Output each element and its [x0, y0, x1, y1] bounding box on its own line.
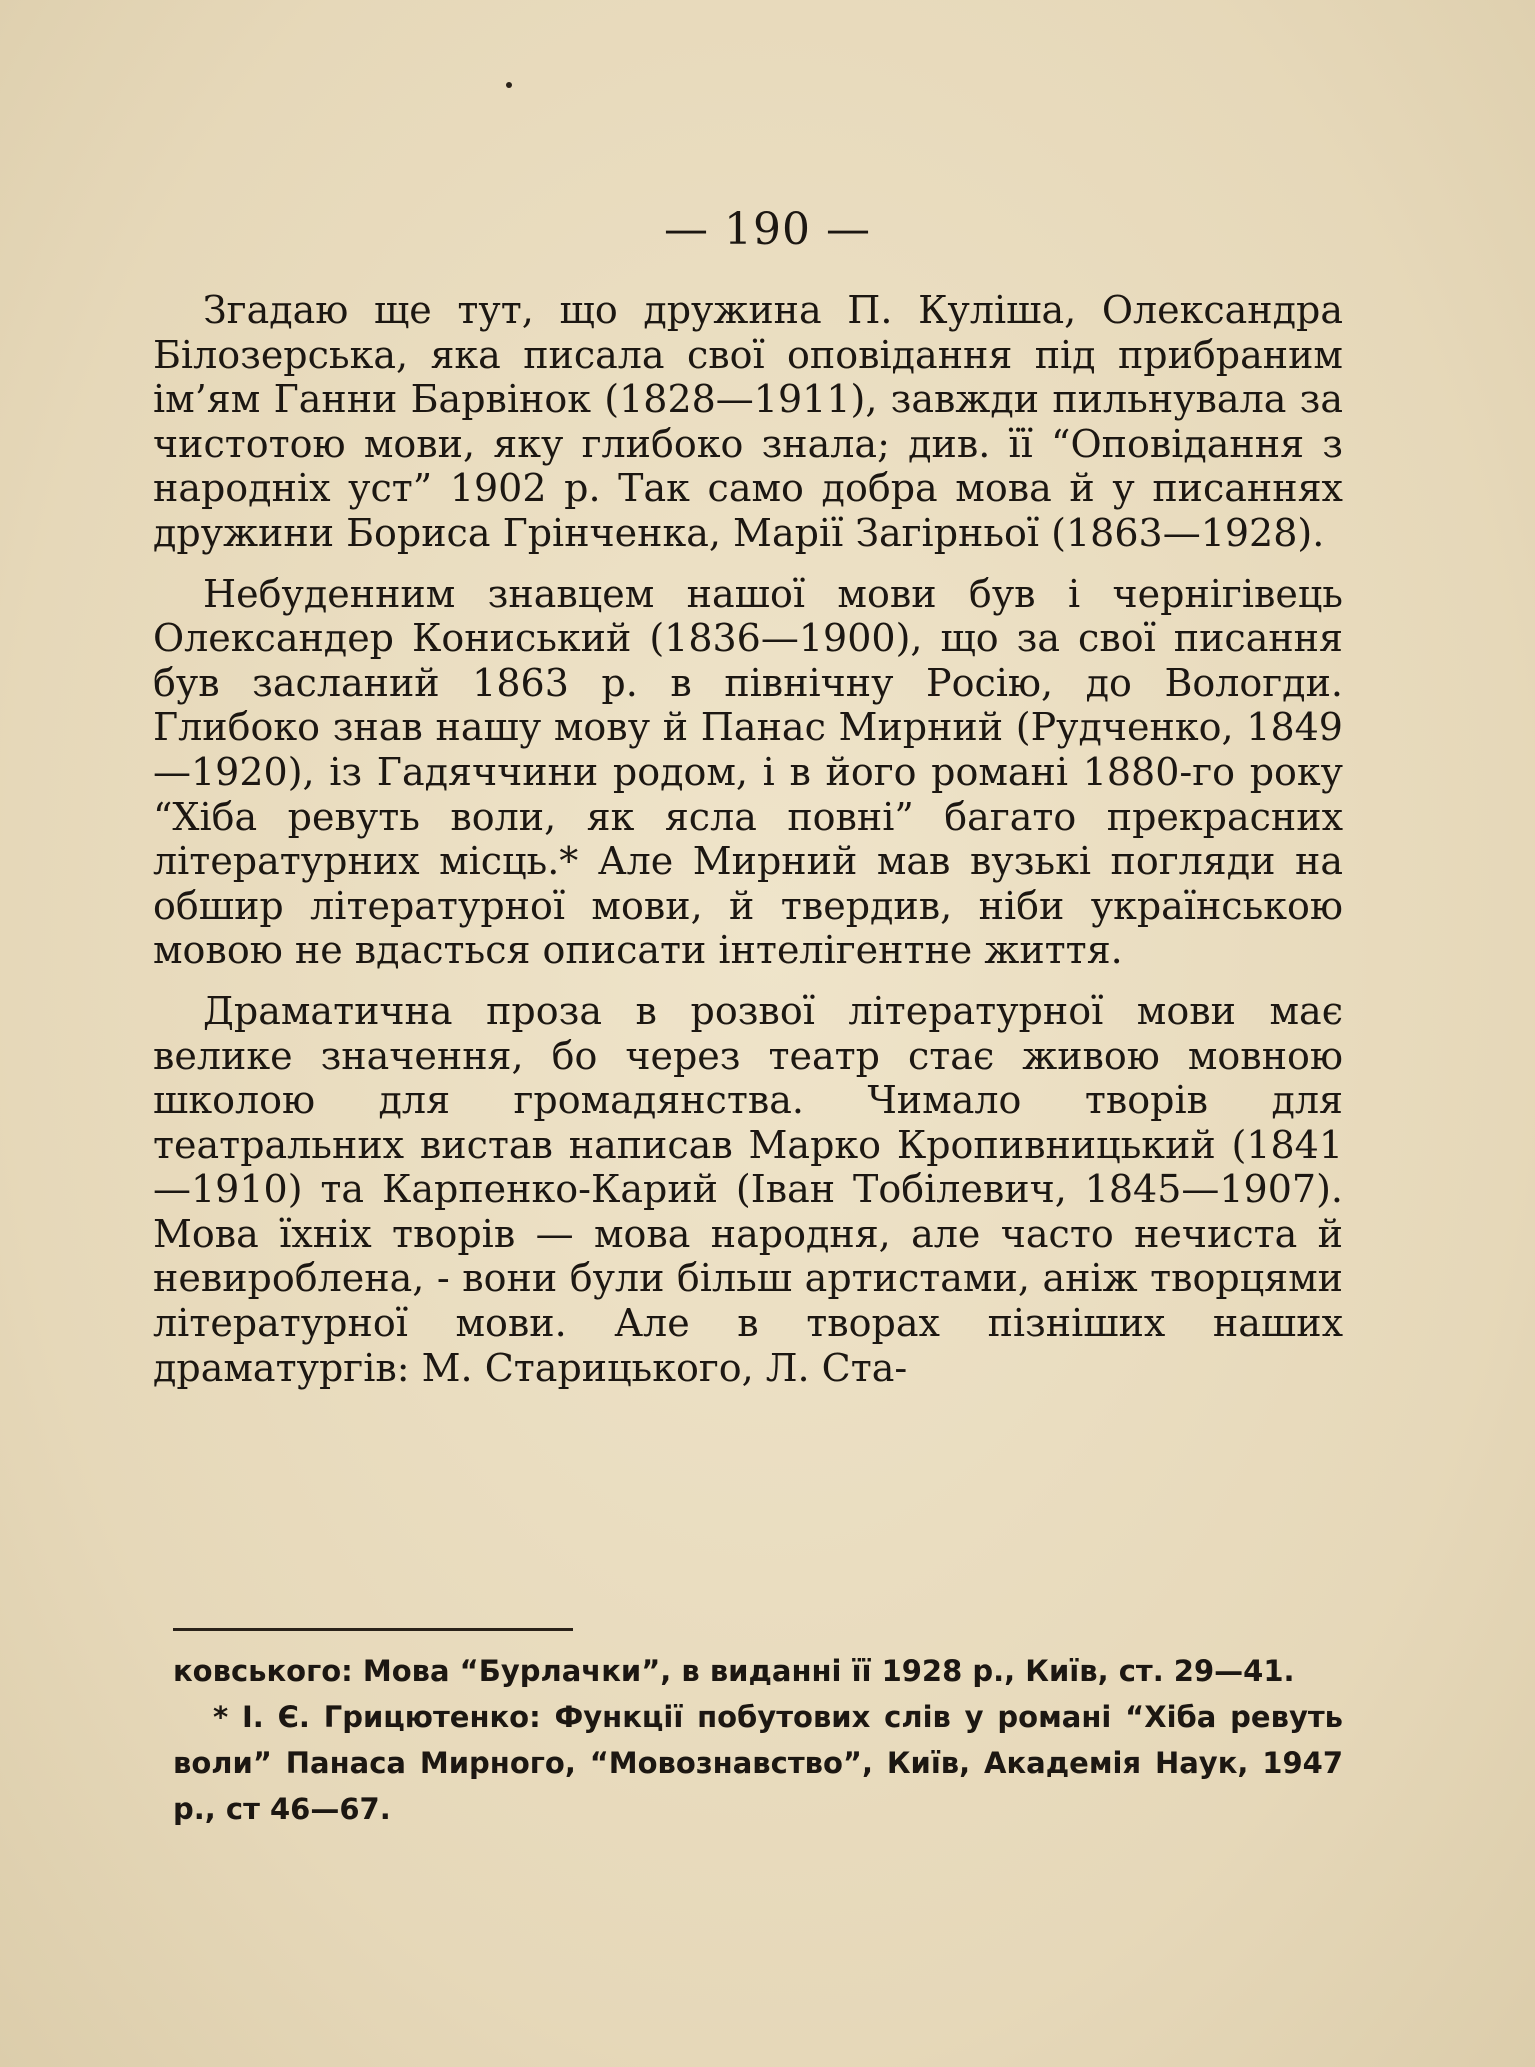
footnotes — [173, 1648, 1343, 1832]
page-number: — 190 — — [664, 204, 871, 255]
main-text — [153, 288, 1343, 1406]
paragraph-konysky: Небуденним знавцем нашої мови був і чернігівець Олександер Кониський (1836—1900), що за свої писання був засланий 1863 р. в північну Росію, до Вологди. Глибоко знав нашу мову й Панас Мирний (Рудченко, 1849—1920), із Гадяччини родом, і в його романі 1880-го року “Хіба ревуть воли, як ясла повні” багато прекрасних літературних місць.* Але Мирний мав вузькі погляди на обшир літературної мови, й твердив, ніби українською мовою не вдасться описати інтелігентне життя. — [153, 571, 1343, 973]
footnote-continued: ковського: Мова “Бурлачки”, в виданні її 1928 р., Київ, ст. 29—41. — [173, 1654, 1295, 1688]
ink-dot — [506, 82, 512, 88]
footnote-hrytsiutenko: * І. Є. Грицютенко: Функції побутових слів у романі “Хіба ревуть воли” Панаса Мирного, “Мовознавство”, Київ, Академія Наук, 1947 р., ст 46—67. — [173, 1700, 1343, 1826]
paragraph-drama: Драматична проза в розвої літературної мови має велике значення, бо через театр стає живою мовною школою для громадянства. Чимало творів для театральних вистав написав Марко Кропивницький (1841—1910) та Карпенко-Карий (Іван Тобілевич, 1845—1907). Мова їхніх творів — мова народня, але часто нечиста й невироблена, - вони були більш артистами, аніж творцями літературної мови. Але в творах пізніших наших драматургів: М. Старицького, Л. Ста- — [153, 988, 1343, 1390]
paragraph-kulish: Згадаю ще тут, що дружина П. Куліша, Олександра Білозерська, яка писала свої оповідання під прибраним ім’ям Ганни Барвінок (1828—1911), завжди пильнувала за чистотою мови, яку глибоко знала; див. її “Оповідання з народніх уст” 1902 р. Так само добра мова й у писаннях дружини Бориса Грінченка, Марії Загірньої (1863—1928). — [153, 288, 1343, 555]
footnote-divider — [173, 1628, 573, 1631]
